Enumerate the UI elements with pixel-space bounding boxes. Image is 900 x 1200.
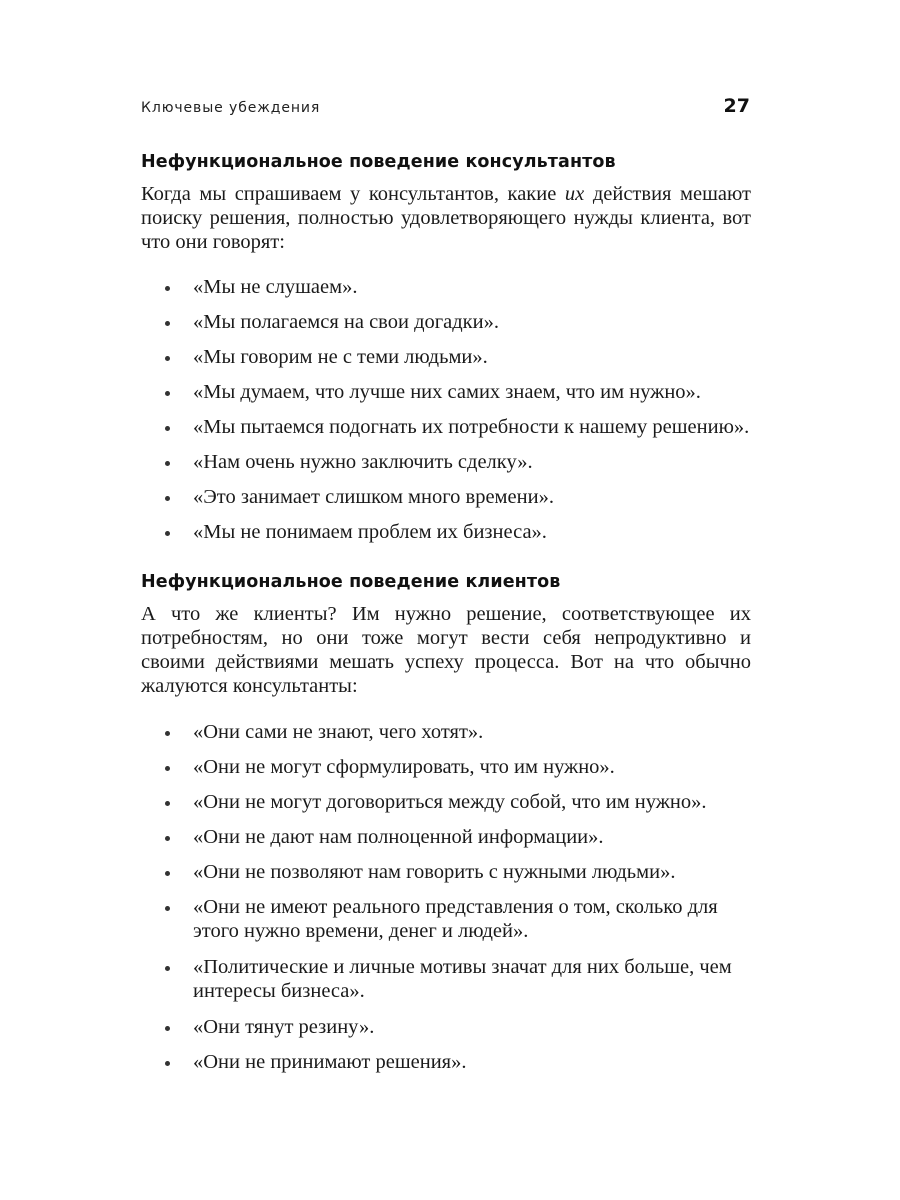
intro-text-part2: действия мешают поиску решения, полностью удовлетворяющего нужды клиента, вот что они говорят: — [141, 183, 751, 253]
list-item-text: «Они сами не знают, чего хотят». — [193, 721, 484, 743]
list-item-text: «Они не позволяют нам говорить с нужными людьми». — [193, 861, 676, 883]
bullet-icon — [165, 871, 170, 876]
list-item-text: «Политические и личные мотивы значат для них больше, чем интересы бизнеса». — [193, 956, 732, 1002]
bullet-icon — [165, 426, 170, 431]
list-item — [141, 345, 751, 369]
list-item — [141, 380, 751, 404]
list-item-text: «Это занимает слишком много времени». — [193, 486, 554, 508]
list-item-text: «Нам очень нужно заключить сделку». — [193, 451, 533, 473]
intro-paragraph-clients: А что же клиенты? Им нужно решение, соответствующее их потребностям, но они тоже могут вести себя непродуктивно и своими действиями мешать успеху процесса. Вот на что обычно жалуются консультанты: — [141, 603, 751, 697]
list-item-text: «Они тянут резину». — [193, 1016, 375, 1038]
bullet-icon — [165, 531, 170, 536]
page-number: 27 — [723, 95, 750, 117]
list-item-text: «Мы пытаемся подогнать их потребности к нашему решению». — [193, 416, 750, 438]
client-behaviors-list — [141, 720, 751, 1074]
list-item — [141, 520, 751, 544]
list-item-text: «Мы говорим не с теми людьми». — [193, 346, 488, 368]
bullet-icon — [165, 1026, 170, 1031]
bullet-icon — [165, 836, 170, 841]
list-item — [141, 790, 751, 814]
list-item — [141, 485, 751, 509]
list-item-text: «Мы не слушаем». — [193, 276, 358, 298]
bullet-icon — [165, 801, 170, 806]
running-title: Ключевые убеждения — [141, 100, 321, 116]
list-item — [141, 415, 751, 439]
list-item — [141, 720, 751, 744]
list-item — [141, 895, 751, 943]
bullet-icon — [165, 286, 170, 291]
list-item — [141, 450, 751, 474]
bullet-icon — [165, 496, 170, 501]
list-item — [141, 755, 751, 779]
list-item — [141, 275, 751, 299]
list-item-text: «Мы думаем, что лучше них самих знаем, что им нужно». — [193, 381, 701, 403]
bullet-icon — [165, 1061, 170, 1066]
intro-emphasis: их — [564, 183, 585, 205]
bullet-icon — [165, 731, 170, 736]
intro-paragraph-consultants — [141, 182, 751, 254]
list-item-text: «Мы не понимаем проблем их бизнеса». — [193, 521, 547, 543]
section-heading-consultants: Нефункциональное поведение консультантов — [141, 152, 616, 172]
bullet-icon — [165, 391, 170, 396]
list-item-text: «Они не могут договориться между собой, что им нужно». — [193, 791, 707, 813]
list-item — [141, 1015, 751, 1039]
section-consultants — [141, 152, 751, 544]
list-item-text: «Они не могут сформулировать, что им нужно». — [193, 756, 615, 778]
list-item — [141, 825, 751, 849]
list-item-text: «Мы полагаемся на свои догадки». — [193, 311, 499, 333]
list-item-text: «Они не дают нам полноценной информации». — [193, 826, 604, 848]
list-item-text: «Они не принимают решения». — [193, 1051, 467, 1073]
bullet-icon — [165, 461, 170, 466]
bullet-icon — [165, 356, 170, 361]
bullet-icon — [165, 966, 170, 971]
consultant-behaviors-list — [141, 275, 751, 544]
list-item-text: «Они не имеют реального представления о том, сколько для этого нужно времени, денег и людей». — [193, 896, 718, 942]
list-item — [141, 860, 751, 884]
bullet-icon — [165, 321, 170, 326]
list-item — [141, 310, 751, 334]
section-heading-clients: Нефункциональное поведение клиентов — [141, 572, 561, 592]
section-clients — [141, 572, 751, 1074]
page-content — [141, 152, 751, 1085]
list-item — [141, 1050, 751, 1074]
intro-text-part1: Когда мы спрашиваем у консультантов, какие — [141, 183, 565, 205]
list-item — [141, 955, 751, 1003]
bullet-icon — [165, 906, 170, 911]
bullet-icon — [165, 766, 170, 771]
